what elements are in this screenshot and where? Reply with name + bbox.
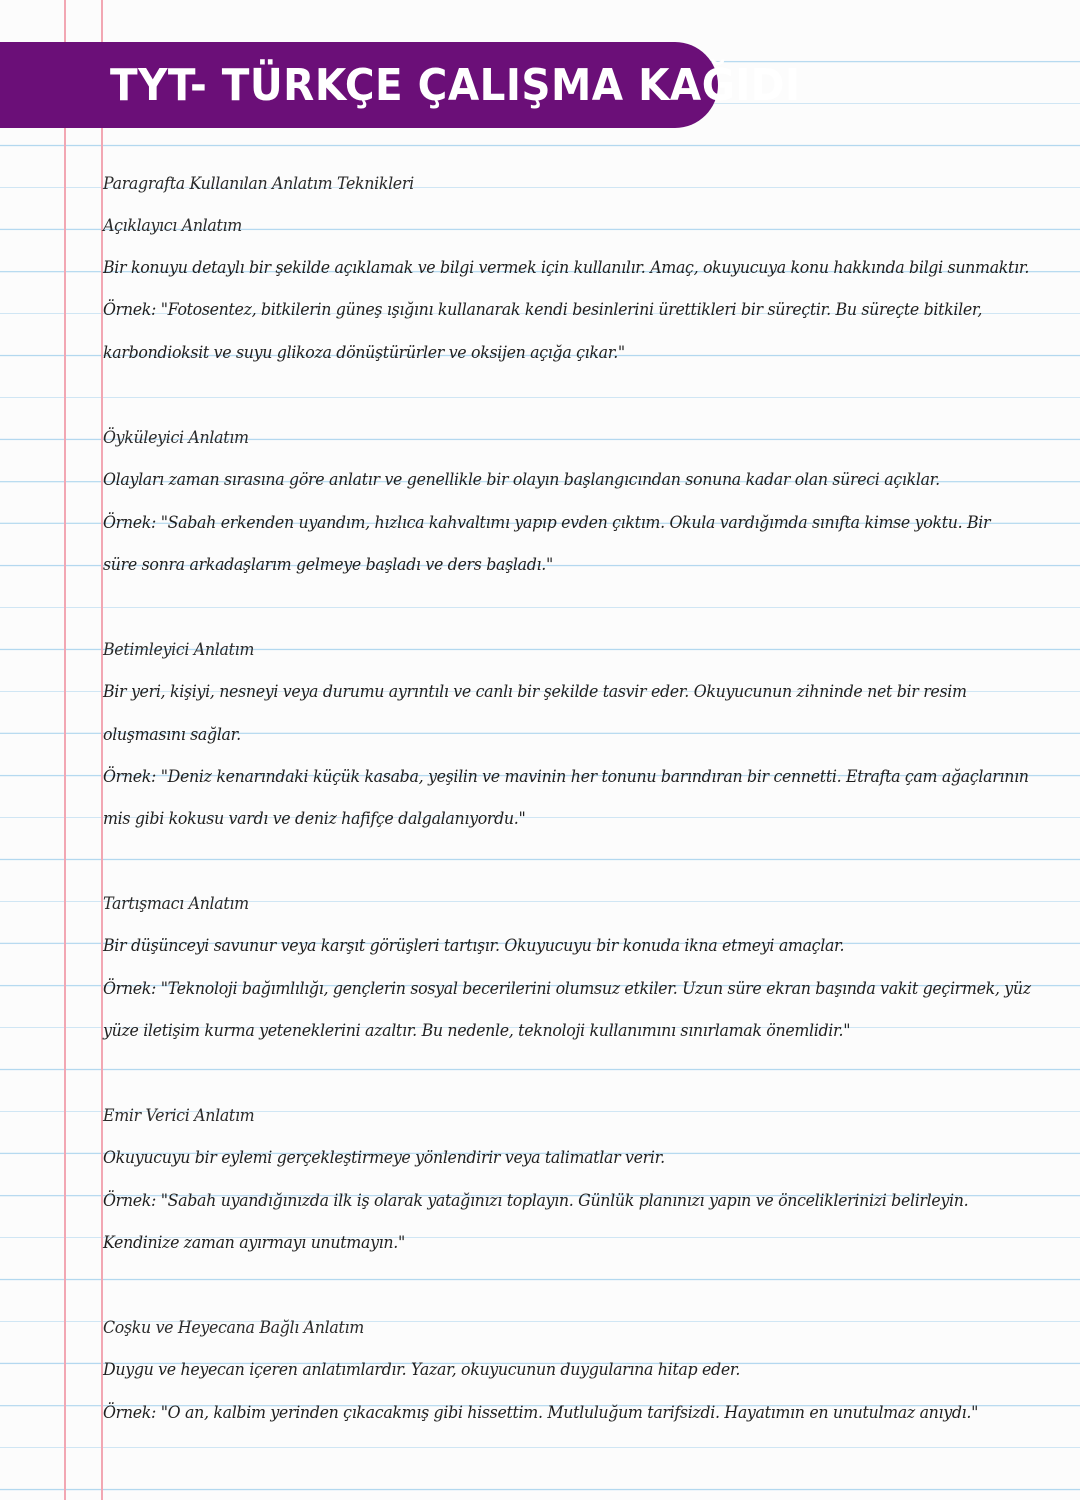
section-heading: Coşku ve Heyecana Bağlı Anlatım [103,1318,364,1338]
section-line: Örnek: "Fotosentez, bitkilerin güneş ışığını kullanarak kendi besinlerini ürettikleri bir süreçtir. Bu süreçte bitkiler, [103,300,983,320]
section-line: mis gibi kokusu vardı ve deniz hafifçe dalgalanıyordu." [103,809,526,829]
section-line: Örnek: "Sabah uyandığınızda ilk iş olarak yatağınızı toplayın. Günlük planınızı yapın ve önceliklerinizi belirleyin. [103,1191,969,1211]
page-title: TYT- TÜRKÇE ÇALIŞMA KAĞIDI [110,59,801,111]
section-line: karbondioksit ve suyu glikoza dönüştürürler ve oksijen açığa çıkar." [103,343,625,363]
section-line: Duygu ve heyecan içeren anlatımlardır. Yazar, okuyucunun duygularına hitap eder. [103,1360,741,1380]
section-line: Okuyucuyu bir eylemi gerçekleştirmeye yönlendirir veya talimatlar verir. [103,1148,665,1168]
section-heading: Paragrafta Kullanılan Anlatım Teknikleri [103,174,414,194]
section-line: oluşmasını sağlar. [103,725,241,745]
section-line: Örnek: "Deniz kenarındaki küçük kasaba, yeşilin ve mavinin her tonunu barındıran bir cennetti. Etrafta çam ağaçlarının [103,767,1029,787]
section-line: Bir konuyu detaylı bir şekilde açıklamak ve bilgi vermek için kullanılır. Amaç, okuyucuya konu hakkında bilgi sunmaktır. [103,258,1030,278]
section-line: Örnek: "Sabah erkenden uyandım, hızlıca kahvaltımı yapıp evden çıktım. Okula vardığımda sınıfta kimse yoktu. Bir [103,513,991,533]
section-line: Bir düşünceyi savunur veya karşıt görüşleri tartışır. Okuyucuyu bir konuda ikna etmeyi amaçlar. [103,936,845,956]
section-line: Olayları zaman sırasına göre anlatır ve genellikle bir olayın başlangıcından sonuna kadar olan süreci açıklar. [103,470,940,490]
section-heading: Açıklayıcı Anlatım [103,216,242,236]
section-line: süre sonra arkadaşlarım gelmeye başladı ve ders başladı." [103,555,553,575]
section-line: yüze iletişim kurma yeteneklerini azaltır. Bu nedenle, teknoloji kullanımını sınırlamak önemlidir." [103,1021,851,1041]
section-heading: Emir Verici Anlatım [103,1106,255,1126]
section-line: Örnek: "O an, kalbim yerinden çıkacakmış gibi hissettim. Mutluluğum tarifsizdi. Hayatımın en unutulmaz anıydı." [103,1403,979,1423]
title-banner [0,42,801,128]
section-heading: Öyküleyici Anlatım [103,428,249,448]
section-line: Kendinize zaman ayırmayı unutmayın." [103,1233,405,1253]
section-heading: Tartışmacı Anlatım [103,894,249,914]
section-line: Örnek: "Teknoloji bağımlılığı, gençlerin sosyal becerilerini olumsuz etkiler. Uzun süre ekran başında vakit geçirmek, yüz [103,979,1031,999]
section-line: Bir yeri, kişiyi, nesneyi veya durumu ayrıntılı ve canlı bir şekilde tasvir eder. Okuyucunun zihninde net bir resim [103,682,967,702]
margin-line-outer [64,0,66,1500]
section-heading: Betimleyici Anlatım [103,640,255,660]
